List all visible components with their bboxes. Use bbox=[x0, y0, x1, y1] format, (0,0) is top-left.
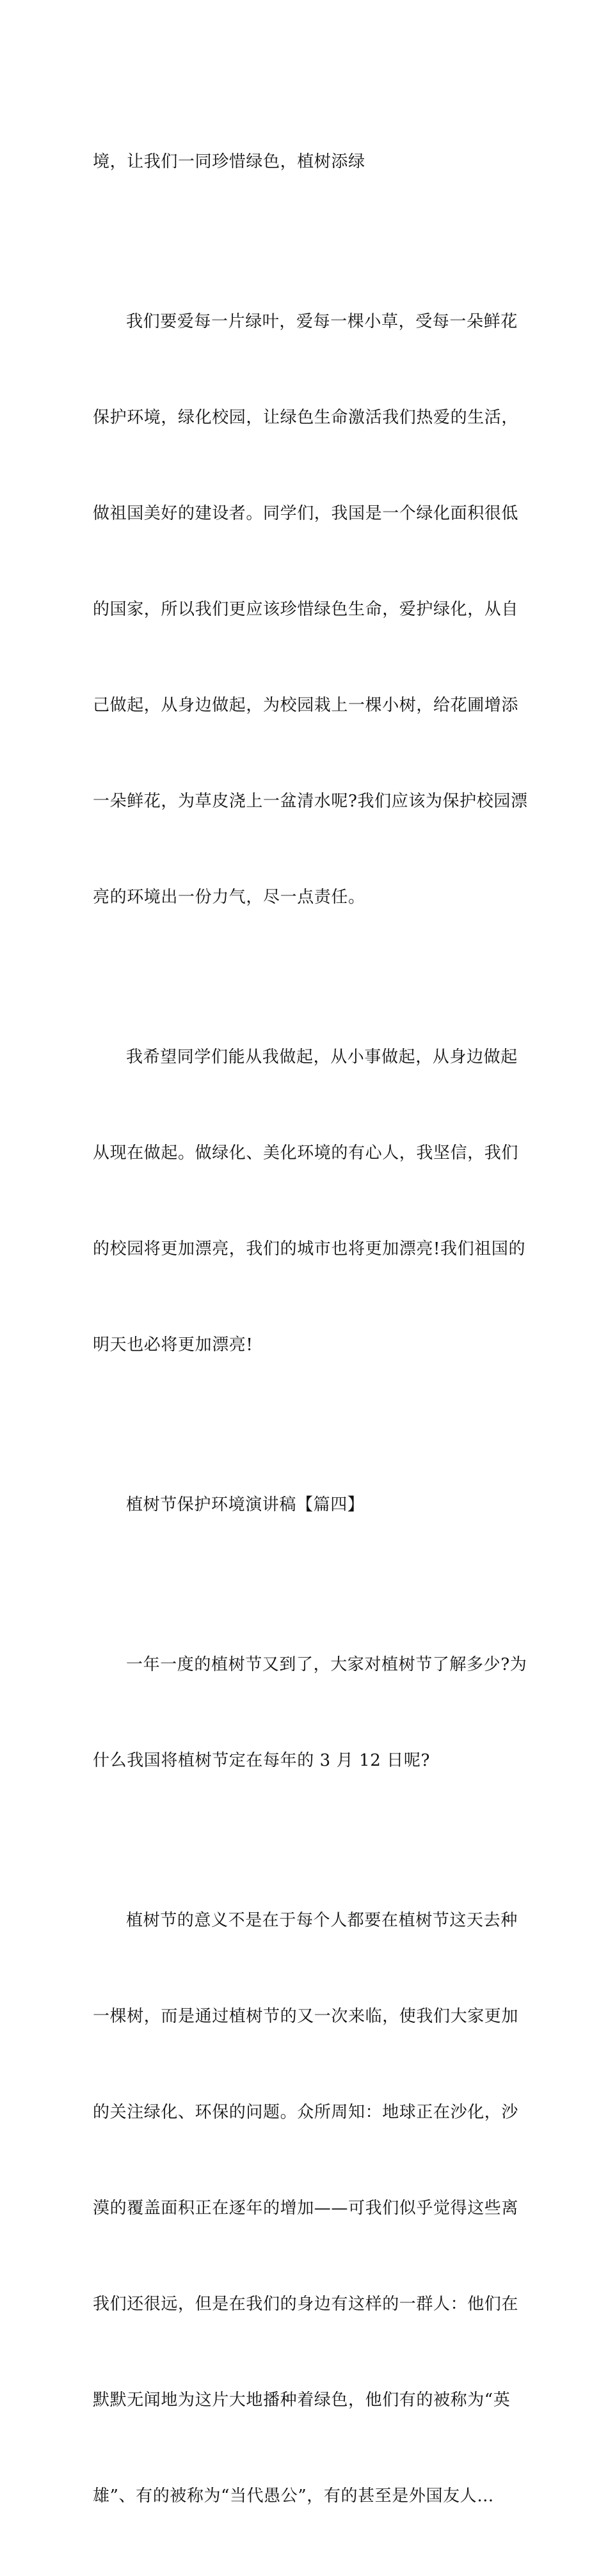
text-line: 一年一度的植树节又到了，大家对植树节了解多少?为 bbox=[126, 1655, 527, 1674]
text-line: 雄”、有的被称为“当代愚公”，有的甚至是外国友人… bbox=[93, 2486, 494, 2506]
paragraph-1 bbox=[93, 82, 518, 242]
text-line: 保护环境，绿化校园，让绿色生命激活我们热爱的生活， bbox=[93, 408, 519, 427]
text-line: 做祖国美好的建设者。同学们，我国是一个绿化面积很低 bbox=[93, 504, 519, 523]
text-line: 一棵树，而是通过植树节的又一次来临，使我们大家更加 bbox=[93, 2007, 519, 2026]
text-line: 境，让我们一同珍惜绿色，植树添绿 bbox=[93, 152, 365, 171]
text-line: 的校园将更加漂亮，我们的城市也将更加漂亮!我们祖国的 bbox=[93, 1239, 526, 1259]
document-body bbox=[93, 82, 528, 2576]
text-line: 己做起，从身边做起，为校园栽上一棵小树，给花圃增添 bbox=[93, 696, 519, 715]
text-line: 什么我国将植树节定在每年的 3 月 12 日呢? bbox=[93, 1751, 431, 1770]
text-line: 我希望同学们能从我做起，从小事做起，从身边做起 bbox=[126, 1048, 518, 1067]
text-line: 漠的覆盖面积正在逐年的增加——可我们似乎觉得这些离 bbox=[93, 2199, 519, 2218]
paragraph-2 bbox=[93, 242, 528, 977]
text-line: 亮的环境出一份力气，尽一点责任。 bbox=[93, 888, 365, 907]
text-line: 默默无闻地为这片大地播种着绿色，他们有的被称为“英 bbox=[93, 2391, 511, 2410]
heading-line: 植树节保护环境演讲稿【篇四】 bbox=[126, 1495, 365, 1514]
text-line: 我们还很远，但是在我们的身边有这样的一群人：他们在 bbox=[93, 2295, 519, 2314]
text-line: 从现在做起。做绿化、美化环境的有心人，我坚信，我们 bbox=[93, 1143, 519, 1163]
text-line: 的关注绿化、环保的问题。众所周知：地球正在沙化，沙 bbox=[93, 2103, 519, 2122]
text-line: 的国家，所以我们更应该珍惜绿色生命，爱护绿化，从自 bbox=[93, 600, 519, 619]
text-line: 我们要爱每一片绿叶，爱每一棵小草，受每一朵鲜花 bbox=[126, 312, 518, 331]
paragraph-5 bbox=[93, 1841, 518, 2576]
paragraph-4 bbox=[93, 1585, 527, 1841]
text-line: 明天也必将更加漂亮! bbox=[93, 1335, 253, 1355]
paragraph-3 bbox=[93, 977, 526, 1425]
section-heading bbox=[93, 1425, 518, 1585]
text-line: 一朵鲜花，为草皮浇上一盆清水呢?我们应该为保护校园漂 bbox=[93, 792, 528, 811]
text-line: 植树节的意义不是在于每个人都要在植树节这天去种 bbox=[126, 1911, 518, 1930]
